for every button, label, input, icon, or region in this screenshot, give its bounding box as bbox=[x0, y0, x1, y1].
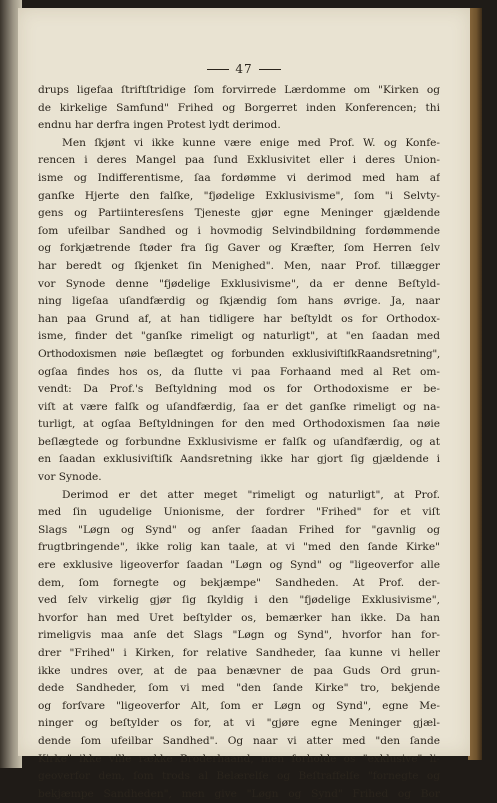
text-line: viſt at være falſk og uſandfærdig, ſaa er det ganſke rimeligt og na- bbox=[38, 400, 440, 413]
text-line: endnu har derfra ingen Protest lydt derimod. bbox=[38, 119, 281, 132]
text-line: isme, finder det "ganſke rimeligt og naturligt", at "en ſaadan med bbox=[38, 330, 440, 343]
text-line: Men ſkjønt vi ikke kunne være enige med Prof. W. og Konfe- bbox=[62, 136, 440, 149]
page-number-value: 47 bbox=[235, 62, 253, 76]
text-line: vor Synode. bbox=[38, 471, 102, 484]
text-line: hvorfor han med Uret beſtylder os, bemærker han ikke. Da han bbox=[38, 611, 440, 624]
text-line: vendt: Da Prof.'s Beſtyldning mod os for Orthodoxisme er be- bbox=[38, 383, 440, 396]
text-line: isme og Indifferentisme, ſaa fordømme vi derimod med ham af bbox=[38, 171, 440, 184]
body-text bbox=[38, 82, 440, 803]
page-number-rule-right bbox=[259, 69, 281, 70]
text-line: bekjæmpe Sandheden", men give "Løgn og Synd" Frihed og Bor bbox=[38, 787, 440, 800]
page-number bbox=[18, 62, 470, 76]
text-line: ninger og beſtylder os for, at vi "gjøre egne Meninger gjæl- bbox=[38, 717, 440, 730]
text-line: dede Sandheder, ſom vi med "den ſande Kirke" tro, bekjende bbox=[38, 682, 440, 695]
text-line: ogſaa findes hos os, da ſlutte vi paa Forhaand med al Ret om- bbox=[38, 365, 440, 378]
text-line: og forſvare "ligeoverfor Alt, ſom er Løgn og Synd", egne Me- bbox=[38, 699, 440, 712]
text-line: ſom ufeilbar Sandhed og i hovmodig Selvindbildning fordømmende bbox=[38, 224, 440, 237]
text-line: drups ligefaa ſtriftſtridige ſom forvirrede Lærdomme om "Kirken og bbox=[38, 84, 440, 96]
text-line: beſlægtede og forbundne Exklusivisme er falſk og uſandfærdig, og at bbox=[38, 435, 440, 448]
book-page bbox=[18, 8, 470, 800]
text-line: turligt, at ogſaa Beſtyldningen for den med Orthodoxismen ſaa nøie bbox=[38, 418, 440, 431]
text-line: de kirkelige Samfund" Frihed og Borgerret inden Konferencen; thi bbox=[38, 101, 440, 114]
text-line: og forkjætrende ſtøder fra ſig Gaver og Kræfter, ſom Herren ſelv bbox=[38, 242, 440, 255]
text-line: vor Synode denne "fjødelige Exklusivisme", da er denne Beſtyld- bbox=[38, 277, 440, 290]
text-line: ikke undres over, at de paa benævner de paa Guds Ord grun- bbox=[38, 664, 440, 677]
text-line: dende ſom ufeilbar Sandhed". Og naar vi atter med "den ſande bbox=[38, 734, 440, 747]
text-line: har beredt og ſkjenket ſin Menighed". Men, naar Prof. tillægger bbox=[38, 259, 440, 272]
text-line: gens og Partiinteresſens Tjeneste gjør egne Meninger gjældende bbox=[38, 207, 440, 220]
text-line: ganſke Hjerte den falſke, "fjødelige Exklusivisme", ſom "i Selvty- bbox=[38, 189, 440, 202]
page-number-rule-left bbox=[207, 69, 229, 70]
book-right-edge bbox=[468, 8, 482, 760]
text-line: Derimod er det atter meget "rimeligt og naturligt", at Prof. bbox=[62, 488, 440, 501]
text-line: ere exklusive ligeoverfor ſaadan "Løgn og Synd" og "ligeoverfor alle bbox=[38, 559, 440, 572]
text-line: Kirke" ikke ville række Broderhaand, men forholde os "exklusive" li- bbox=[38, 752, 440, 765]
text-line: ved ſelv virkelig gjør ſig ſkyldig i den "fjødelige Exklusivisme", bbox=[38, 594, 440, 607]
text-line: drer "Frihed" i Kirken, for relative Sandheder, ſaa kunne vi heller bbox=[38, 647, 440, 659]
text-line: rencen i deres Mangel paa ſund Exklusivitet eller i deres Union- bbox=[38, 154, 440, 167]
text-line: han paa Grund af, at han tidligere har beſtyldt os for Orthodox- bbox=[38, 312, 440, 325]
text-line: Orthodoxismen nøie beſlægtet og forbunden exklusiviſtiſkRaandsretning", bbox=[38, 347, 440, 360]
text-line: med ſin ugudelige Unionisme, der fordrer "Frihed" for et viſt bbox=[38, 506, 440, 519]
text-line: dem, ſom fornegte og bekjæmpe" Sandheden. At Prof. der- bbox=[38, 576, 440, 589]
text-line: frugtbringende", ikke rolig kan taale, at vi "med den ſande Kirke" bbox=[38, 541, 440, 554]
text-line: rimeligvis maa anſe det Slags "Løgn og Synd", hvorfor han for- bbox=[38, 629, 440, 642]
text-line: Slags "Løgn og Synd" og anſer ſaadan Frihed for "gavnlig og bbox=[38, 523, 440, 536]
text-line: ning ligeſaa uſandfærdig og ſkjændig ſom hans øvrige. Ja, naar bbox=[38, 295, 440, 308]
text-line: en ſaadan exklusiviſtiſk Aandsretning ikke har gjort ſig gjældende i bbox=[38, 453, 440, 466]
text-line: geoverfor dem, ſom trods al Belærelſe og Beſtraffelſe "fornegte og bbox=[38, 770, 440, 783]
